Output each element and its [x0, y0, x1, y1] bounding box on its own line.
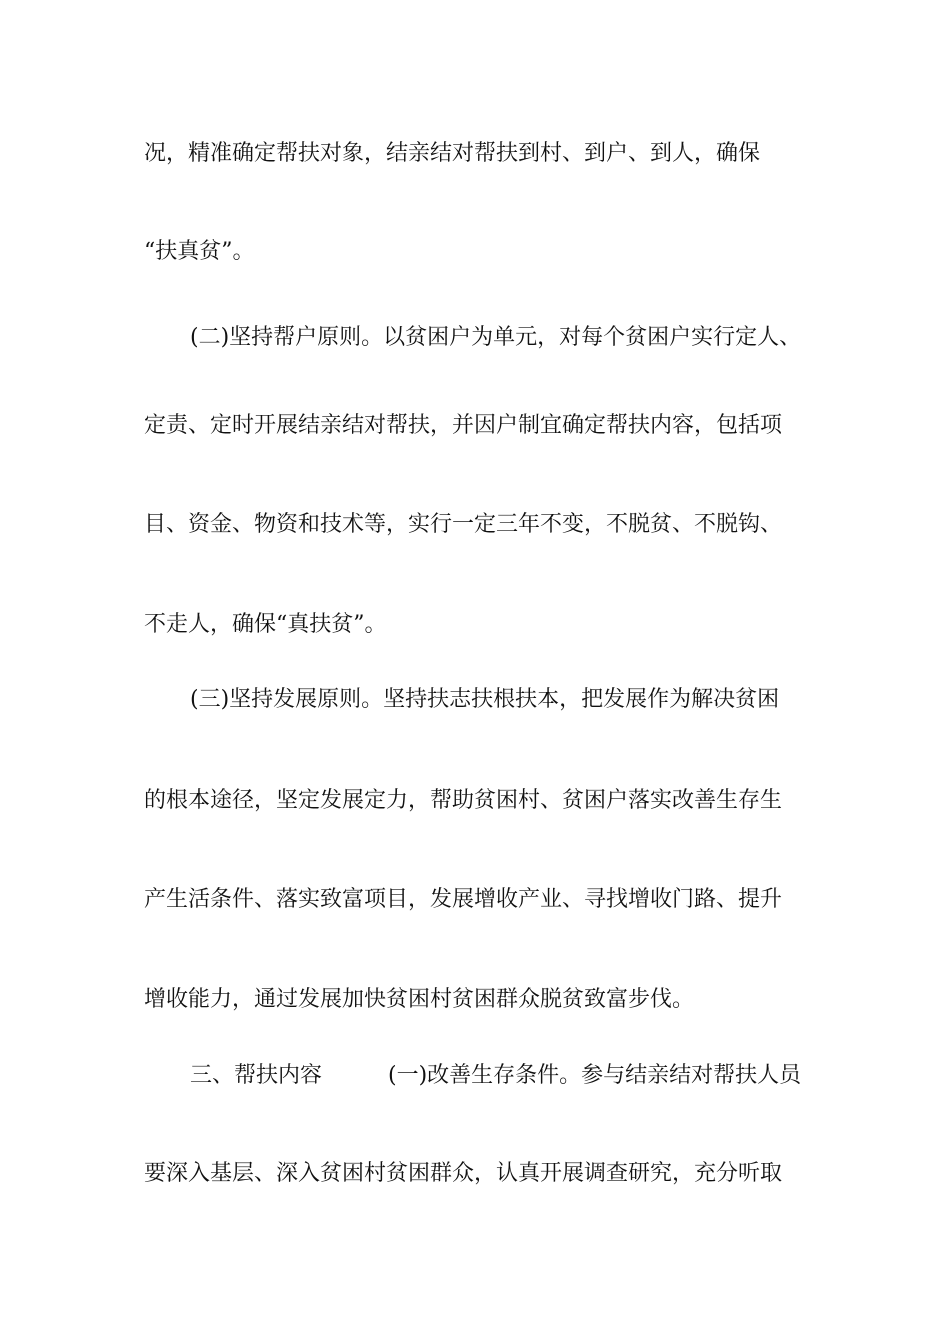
text-line: 不走人，确保“真扶贫”。 [144, 612, 387, 637]
text-line: 况，精准确定帮扶对象，结亲结对帮扶到村、到户、到人，确保 [144, 141, 761, 166]
text-line: 要深入基层、深入贫困村贫困群众，认真开展调查研究，充分听取 [144, 1161, 783, 1186]
section-heading-line: 三、帮扶内容 (一)改善生存条件。参与结亲结对帮扶人员 [190, 1063, 802, 1088]
text-line: 的根本途径，坚定发展定力，帮助贫困村、贫困户落实改善生存生 [144, 788, 783, 813]
text-line: 增收能力，通过发展加快贫困村贫困群众脱贫致富步伐。 [144, 987, 695, 1012]
text-line: (三)坚持发展原则。坚持扶志扶根扶本，把发展作为解决贫困 [190, 687, 780, 712]
text-line: 目、资金、物资和技术等，实行一定三年不变，不脱贫、不脱钩、 [144, 512, 783, 537]
text-line: 定责、定时开展结亲结对帮扶，并因户制宜确定帮扶内容，包括项 [144, 413, 783, 438]
text-line: “扶真贫”。 [144, 239, 255, 264]
text-line: 产生活条件、落实致富项目，发展增收产业、寻找增收门路、提升 [144, 887, 783, 912]
text-line: (二)坚持帮户原则。以贫困户为单元，对每个贫困户实行定人、 [190, 325, 802, 350]
